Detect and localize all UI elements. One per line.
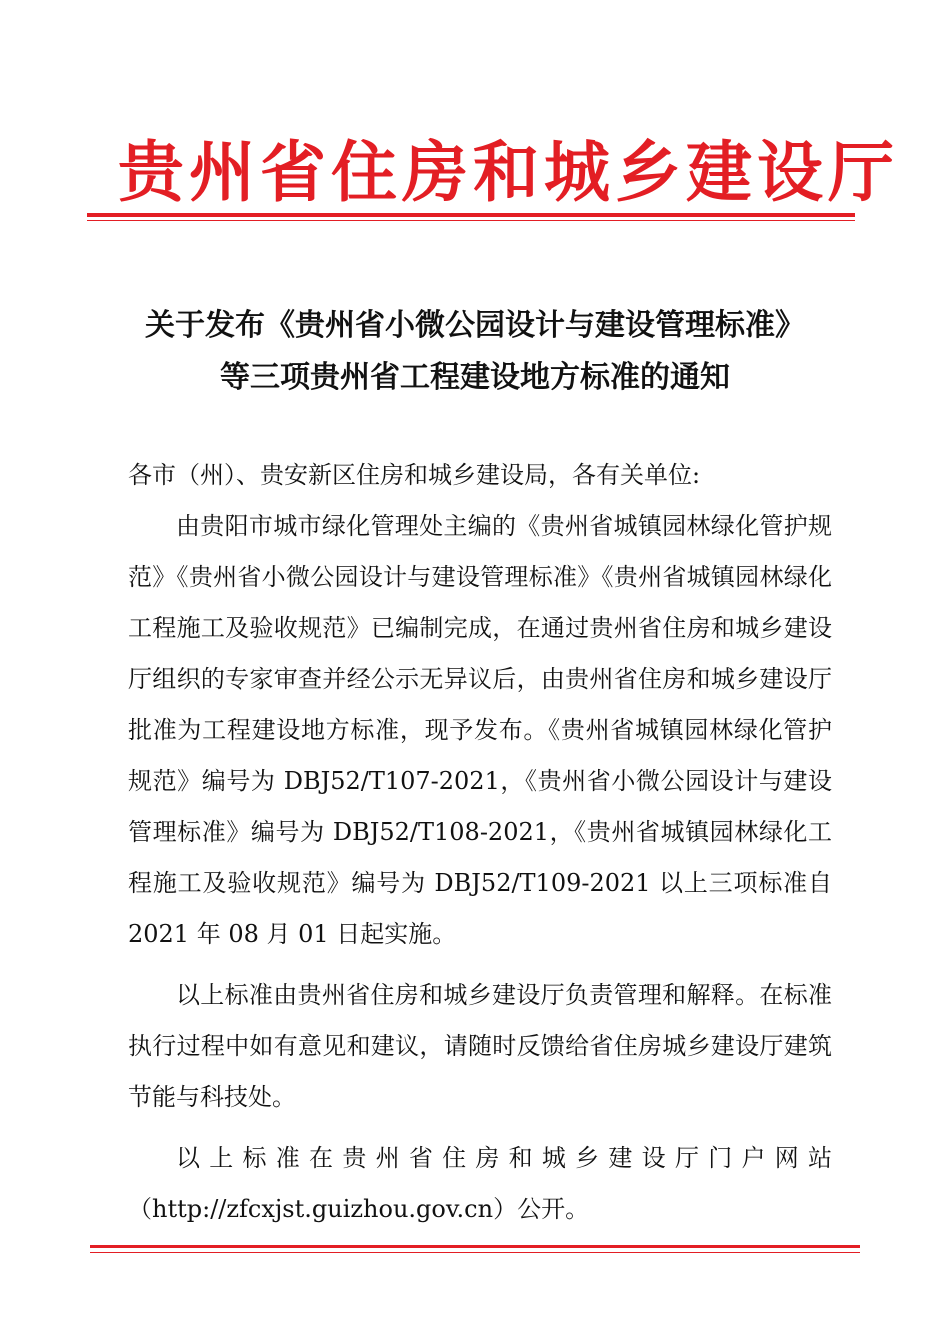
agency-name: 贵州省住房和城乡建设厅 <box>118 134 899 211</box>
footer-red-rule <box>90 1245 860 1248</box>
header-red-rule-thin <box>87 220 855 221</box>
paragraph-2: 以上标准由贵州省住房和城乡建设厅负责管理和解释。在标准执行过程中如有意见和建议，请随时反馈给省住房城乡建设厅建筑节能与科技处。 <box>128 981 832 1111</box>
document-body <box>128 450 832 1235</box>
masthead <box>0 128 950 218</box>
header-red-rule <box>87 213 855 217</box>
document-title-line-2: 等三项贵州省工程建设地方标准的通知 <box>220 360 730 395</box>
paragraph-1: 由贵阳市城市绿化管理处主编的《贵州省城镇园林绿化管护规范》《贵州省小微公园设计与建设管理标准》《贵州省城镇园林绿化工程施工及验收规范》已编制完成，在通过贵州省住房和城乡建设厅组织的专家审查并经公示无异议后，由贵州省住房和城乡建设厅批准为工程建设地方标准，现予发布。《贵州省城镇园林绿化管护规范》编号为 DBJ52/T107-2021，《贵州省小微公园设计与建设管理标准》编号为 DBJ52/T108-2021，《贵州省城镇园林绿化工程施工及验收规范》编号为 DBJ52/T109-2021 以上三项标准自 2021 年 08 月 01 日起实施。 <box>128 512 832 948</box>
salutation: 各市（州）、贵安新区住房和城乡建设局，各有关单位: <box>128 461 701 489</box>
paragraph-3: 以上标准在贵州省住房和城乡建设厅门户网站（http://zfcxjst.guizhou.gov.cn）公开。 <box>128 1144 832 1223</box>
document-title <box>90 300 860 404</box>
document-title-line-1: 关于发布《贵州省小微公园设计与建设管理标准》 <box>145 308 805 343</box>
footer-red-rule-thin <box>90 1252 860 1253</box>
